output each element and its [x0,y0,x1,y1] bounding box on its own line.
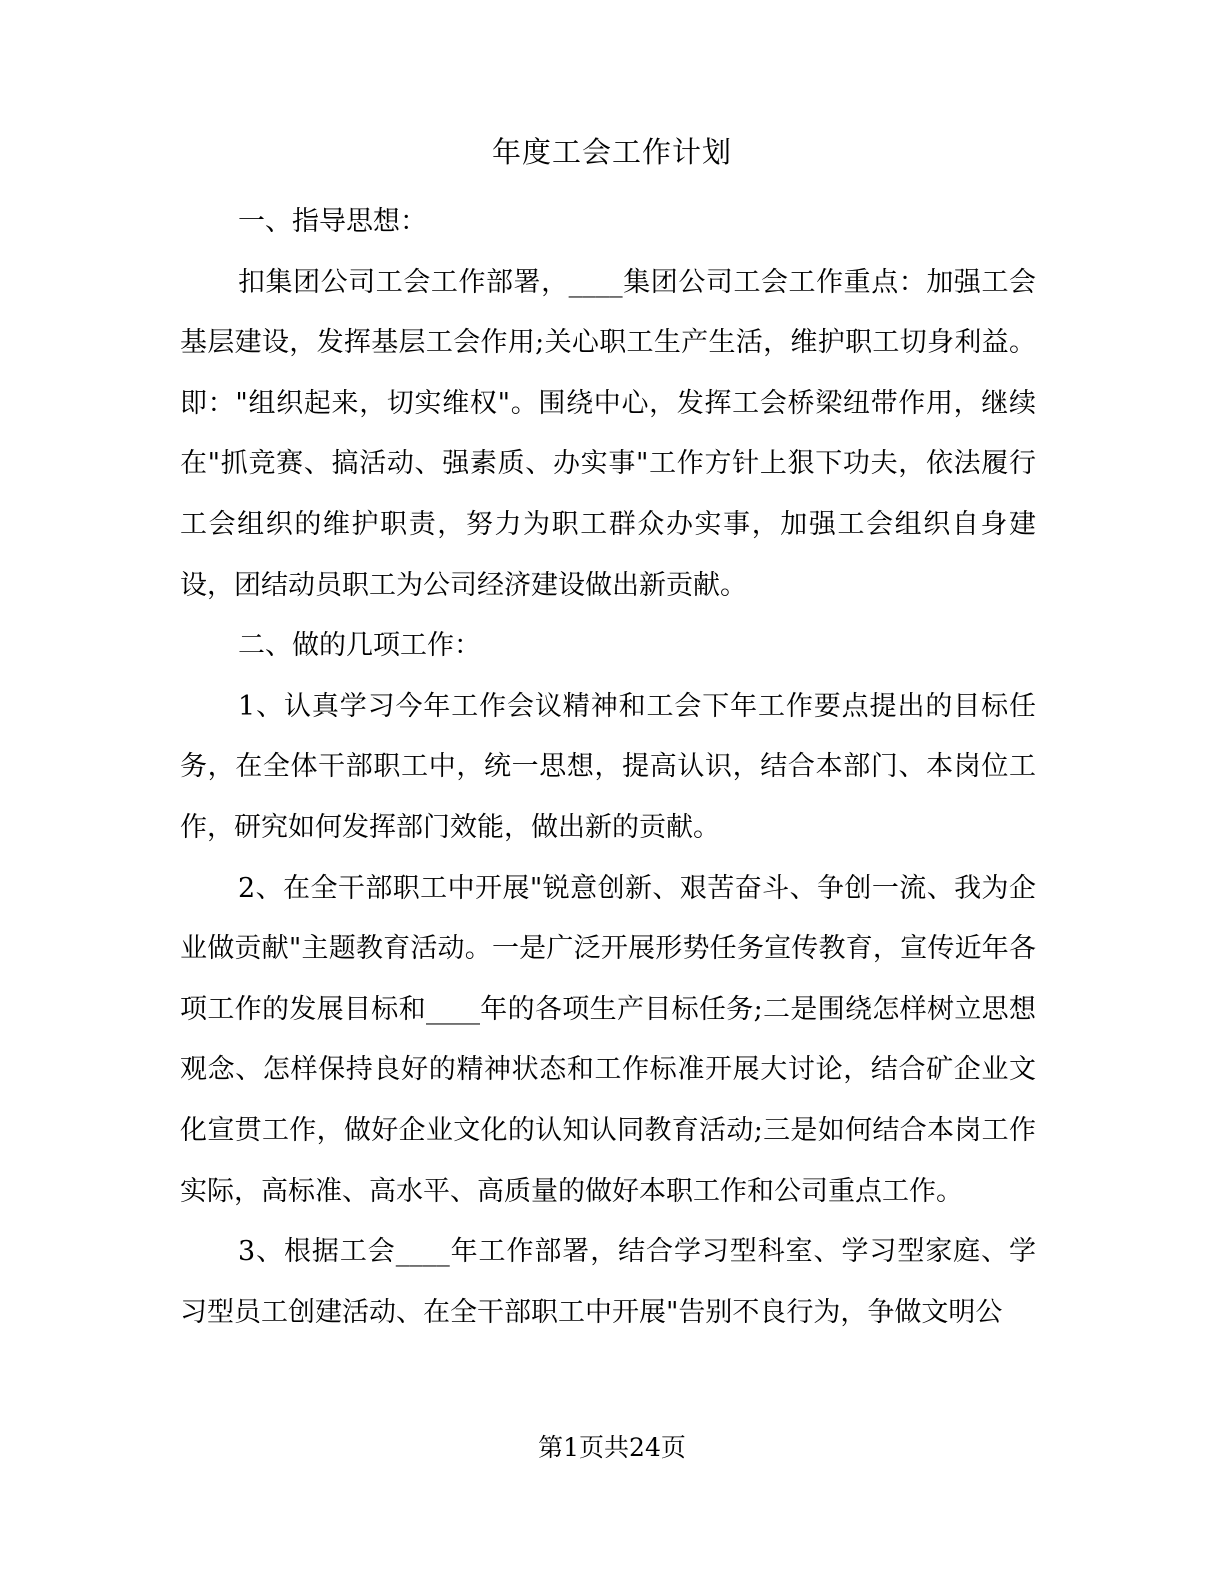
section-heading-guiding-thought: 一、指导思想： [238,206,427,237]
paragraph-item-2: 2、在全干部职工中开展"锐意创新、艰苦奋斗、争创一流、我为企业做贡献"主题教育活动。一是广泛开展形势任务宣传教育，宣传近年各项工作的发展目标和____年的各项生产目标任务;二是围绕怎样树立思想观念、怎样保持良好的精神状态和工作标准开展大讨论，结合矿企业文化宣贯工作，做好企业文化的认知认同教育活动;三是如何结合本岗工作实际，高标准、高水平、高质量的做好本职工作和公司重点工作。 [180,872,1036,1207]
paragraph-item-1: 1、认真学习今年工作会议精神和工会下年工作要点提出的目标任务，在全体干部职工中，统一思想，提高认识，结合本部门、本岗位工作，研究如何发挥部门效能，做出新的贡献。 [180,690,1036,843]
document-title: 年度工会工作计划 [491,135,732,169]
page-number-footer: 第1页共24页 [538,1433,686,1462]
document-body [180,192,1036,1343]
section-heading-work-items: 二、做的几项工作： [238,630,481,662]
paragraph-guiding-thought: 扣集团公司工会工作部署，____集团公司工会工作重点：加强工会基层建设，发挥基层工会作用;关心职工生产生活，维护职工切身利益。即："组织起来，切实维权"。围绕中心，发挥工会桥梁纽带作用，继续在"抓竞赛、搞活动、强素质、办实事"工作方针上狠下功夫，依法履行工会组织的维护职责，努力为职工群众办实事，加强工会组织自身建设，团结动员职工为公司经济建设做出新贡献。 [180,266,1036,601]
paragraph-item-3: 3、根据工会____年工作部署，结合学习型科室、学习型家庭、学习型员工创建活动、在全干部职工中开展"告别不良行为，争做文明公 [180,1236,1036,1328]
